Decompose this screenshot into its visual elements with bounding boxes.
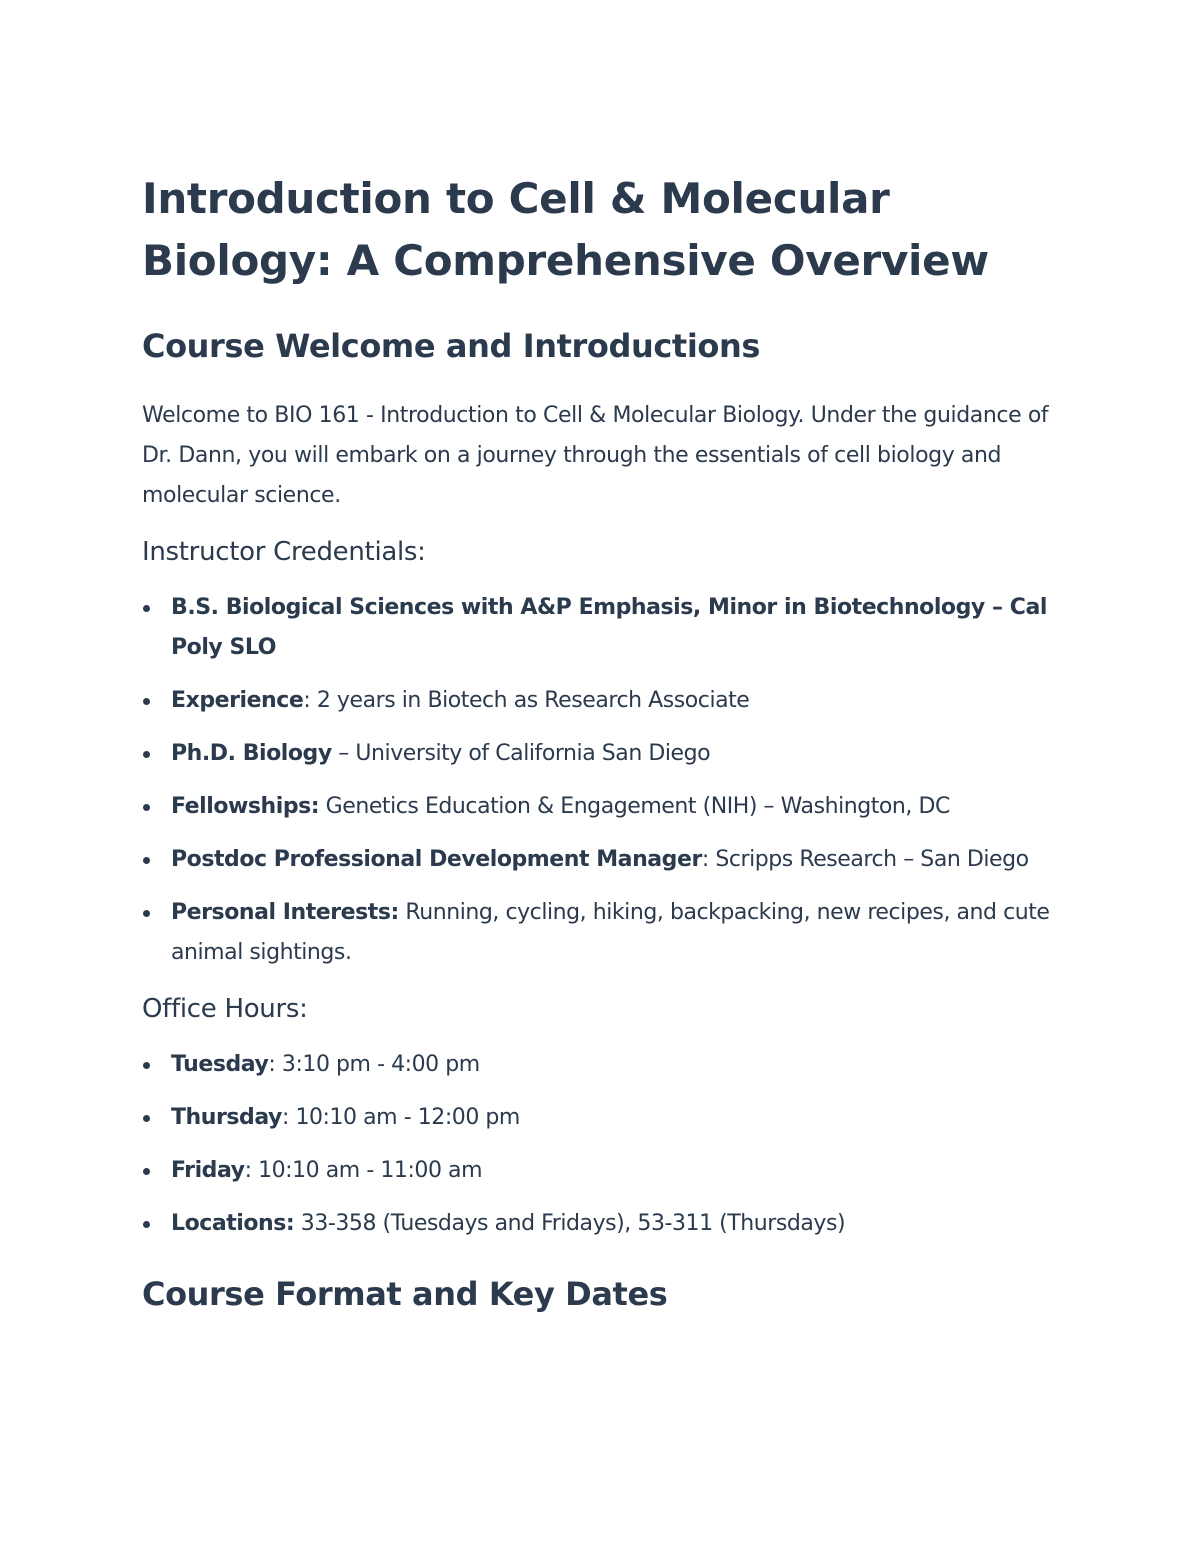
- office-hours-item: [142, 1204, 1072, 1244]
- document-title: Introduction to Cell & Molecular Biology: A Comprehensive Overview: [142, 174, 989, 285]
- credential-item: [142, 588, 1072, 668]
- credential-item: [142, 840, 1072, 880]
- credential-text: Running, cycling, hiking, backpacking, new recipes, and cute animal sightings.: [171, 900, 1050, 965]
- credentials-heading: Instructor Credentials:: [142, 537, 426, 567]
- office-hours-location-text: 33-358 (Tuesdays and Fridays), 53-311 (Thursdays): [294, 1211, 846, 1236]
- office-hours-item: [142, 1098, 1072, 1138]
- office-hours-item: [142, 1045, 1072, 1085]
- credential-label: Personal Interests:: [171, 900, 399, 925]
- credential-text: : Scripps Research – San Diego: [701, 847, 1029, 872]
- office-hours-item: [142, 1151, 1072, 1191]
- document-page: [142, 168, 1072, 1314]
- credential-item: [142, 734, 1072, 774]
- credentials-list: [142, 588, 1072, 973]
- bullet-dot-icon: [143, 698, 150, 705]
- office-hours-day: Friday: [171, 1158, 245, 1183]
- credential-text: – University of California San Diego: [331, 741, 711, 766]
- bullet-dot-icon: [143, 1168, 150, 1175]
- credential-label: Fellowships:: [171, 794, 320, 819]
- office-hours-list: [142, 1045, 1072, 1244]
- office-hours-day: Tuesday: [171, 1052, 269, 1077]
- office-hours-day: Thursday: [171, 1105, 282, 1130]
- credential-item: [142, 893, 1072, 973]
- credential-item: [142, 787, 1072, 827]
- office-hours-time: : 10:10 am - 11:00 am: [244, 1158, 483, 1183]
- credential-text: Genetics Education & Engagement (NIH) – Washington, DC: [319, 794, 950, 819]
- bullet-dot-icon: [143, 1062, 150, 1069]
- credential-label: B.S. Biological Sciences with A&P Emphasis, Minor in Biotechnology – Cal Poly SLO: [171, 595, 1047, 660]
- credential-label: Experience: [171, 688, 304, 713]
- office-hours-time: : 10:10 am - 12:00 pm: [281, 1105, 520, 1130]
- office-hours-location-label: Locations:: [171, 1211, 295, 1236]
- credential-label: Ph.D. Biology: [171, 741, 332, 766]
- bullet-dot-icon: [143, 804, 150, 811]
- bullet-dot-icon: [143, 910, 150, 917]
- bullet-dot-icon: [143, 1115, 150, 1122]
- credential-label: Postdoc Professional Development Manager: [171, 847, 702, 872]
- office-hours-time: : 3:10 pm - 4:00 pm: [268, 1052, 480, 1077]
- bullet-dot-icon: [143, 605, 150, 612]
- credential-item: [142, 681, 1072, 721]
- section-heading-format: Course Format and Key Dates: [142, 1275, 668, 1313]
- bullet-dot-icon: [143, 751, 150, 758]
- welcome-paragraph: Welcome to BIO 161 - Introduction to Cell & Molecular Biology. Under the guidance of Dr. Dann, you will embark on a journey through the essentials of cell biology and molecular science.: [142, 403, 1049, 508]
- office-hours-heading: Office Hours:: [142, 994, 308, 1024]
- credential-text: : 2 years in Biotech as Research Associate: [303, 688, 750, 713]
- bullet-dot-icon: [143, 857, 150, 864]
- bullet-dot-icon: [143, 1221, 150, 1228]
- section-heading-welcome: Course Welcome and Introductions: [142, 327, 760, 365]
